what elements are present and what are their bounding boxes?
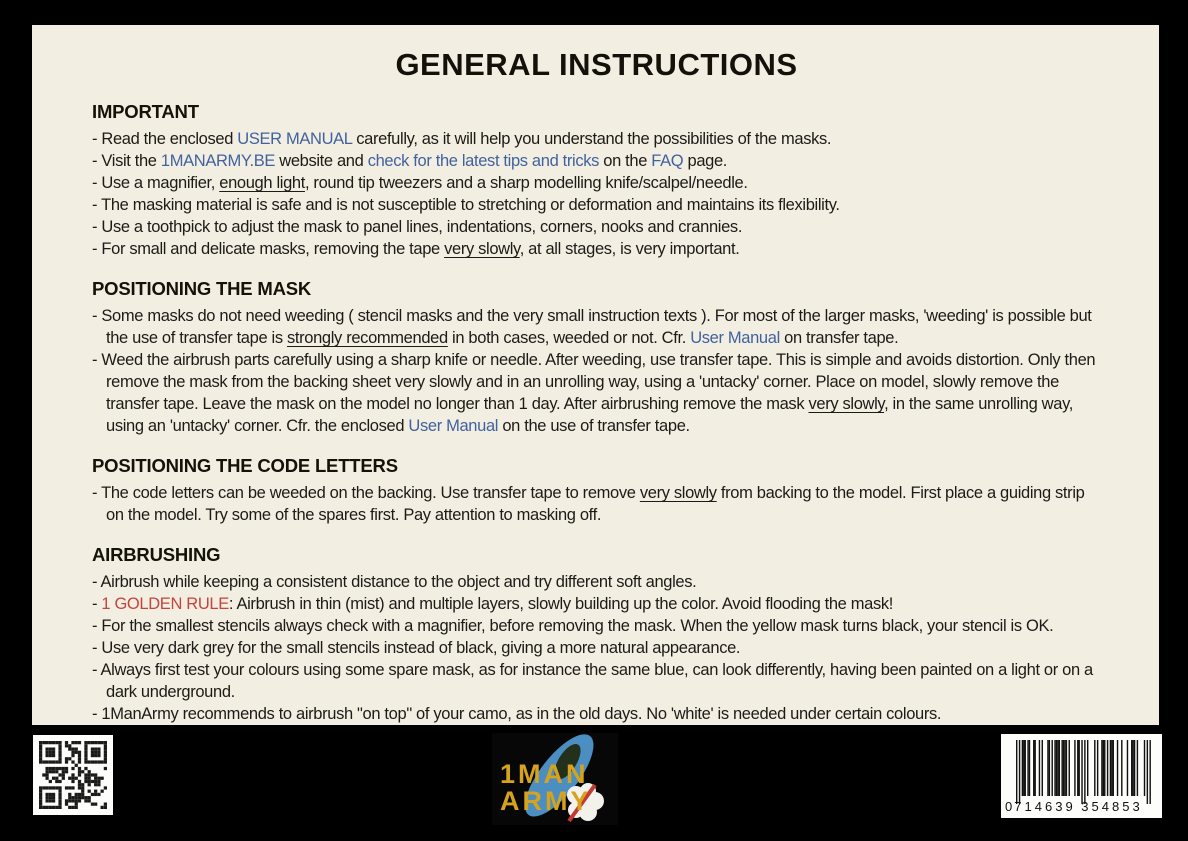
text-segment: Use very dark grey for the small stencils instead of black, giving a more natural appearance.	[101, 639, 741, 657]
text-segment: carefully, as it will help you understand the possibilities of the masks.	[352, 130, 832, 148]
logo-text-line2: ARMY	[500, 786, 592, 816]
barcode	[1001, 734, 1162, 818]
text-segment: Read the enclosed	[101, 130, 238, 148]
section-heading: POSITIONING THE MASK	[92, 278, 312, 299]
barcode-image	[1001, 734, 1162, 818]
text-segment: Visit the	[101, 152, 161, 170]
page-title: GENERAL INSTRUCTIONS	[395, 47, 798, 82]
section-heading: AIRBRUSHING	[92, 544, 221, 565]
bullet-dash: -	[92, 573, 101, 591]
instruction-item	[92, 238, 1101, 260]
brand-logo	[492, 733, 618, 825]
bullet-dash: -	[92, 617, 102, 635]
text-segment: Some masks do not need weeding ( stencil masks and the very small instruction texts ). For most of the larger masks, 'weeding' is possible but the use of transfer tape is	[101, 307, 1092, 347]
logo-text-line1: 1MAN	[500, 759, 589, 789]
text-segment: The masking material is safe and is not susceptible to stretching or deformation and maintains its flexibility.	[101, 196, 840, 214]
bullet-dash: -	[92, 639, 102, 657]
instruction-item	[92, 593, 1101, 615]
instruction-item	[92, 349, 1101, 437]
instruction-item	[92, 216, 1101, 238]
text-segment: 1ManArmy recommends to airbrush "on top" of your camo, as in the old days. No 'white' is needed under certain colours.	[101, 705, 942, 723]
bullet-dash: -	[92, 595, 102, 613]
text-segment: website and	[275, 152, 368, 170]
instruction-item	[92, 703, 1101, 725]
link-text[interactable]: FAQ	[651, 152, 684, 170]
section-positioning-the-code-letters	[92, 455, 1101, 526]
instruction-item	[92, 615, 1101, 637]
text-segment: on transfer tape.	[779, 329, 899, 347]
bullet-dash: -	[92, 174, 102, 192]
section-important	[92, 101, 1101, 260]
svg-text:354853: 354853	[1081, 799, 1143, 814]
text-segment: : Airbrush in thin (mist) and multiple layers, slowly building up the color. Avoid flooding the mask!	[228, 595, 894, 613]
bullet-dash: -	[92, 152, 102, 170]
svg-text:714639: 714639	[1014, 799, 1076, 814]
bullet-dash: -	[92, 240, 102, 258]
text-segment: strongly recommended	[286, 329, 448, 347]
text-segment: from backing to the model. First place a guiding strip on the model. Try some of the spares first. Pay attention to masking off.	[106, 484, 1085, 524]
link-text[interactable]: 1MANARMY.BE	[160, 152, 276, 170]
bullet-dash: -	[92, 351, 102, 369]
text-segment: , in the same unrolling way, using an 'untacky' corner. Cfr. the enclosed	[106, 395, 1073, 435]
link-text[interactable]: check for the latest tips and tricks	[367, 152, 600, 170]
text-segment: The code letters can be weeded on the backing. Use transfer tape to remove	[101, 484, 640, 502]
text-segment: , round tip tweezers and a sharp modelling knife/scalpel/needle.	[304, 174, 748, 192]
instruction-item	[92, 194, 1101, 216]
instruction-item	[92, 172, 1101, 194]
text-segment: page.	[683, 152, 728, 170]
text-segment: , at all stages, is very important.	[519, 240, 740, 258]
text-segment: For small and delicate masks, removing the tape	[101, 240, 445, 258]
bullet-dash: -	[92, 661, 101, 679]
bullet-dash: -	[92, 218, 102, 236]
qr-code	[33, 735, 113, 815]
text-segment: very slowly	[639, 484, 717, 502]
text-segment: Use a magnifier,	[101, 174, 220, 192]
text-segment: enough light	[219, 174, 305, 192]
svg-text:0: 0	[1005, 799, 1013, 814]
section-airbrushing	[92, 544, 1101, 725]
instruction-item	[92, 637, 1101, 659]
text-segment: very slowly	[808, 395, 885, 413]
instruction-item	[92, 150, 1101, 172]
text-segment: Weed the airbrush parts carefully using a sharp knife or needle. After weeding, use transfer tape. This is simple and avoids distortion. Only then remove the mask from the backing sheet very slowly and in an unrolling way, using a 'untacky' corner. Place on model, slowly remove the transfer tape. Leave the mask on the model no longer than 1 day. After airbrushing remove the mask	[101, 351, 1096, 413]
text-segment: Use a toothpick to adjust the mask to panel lines, indentations, corners, nooks and crannies.	[101, 218, 743, 236]
section-heading: IMPORTANT	[92, 101, 199, 122]
bullet-dash: -	[92, 307, 102, 325]
link-text[interactable]: User Manual	[690, 329, 780, 347]
text-segment: Always first test your colours using some spare mask, as for instance the same blue, can look differently, having been painted on a light or on a dark underground.	[100, 661, 1093, 701]
text-segment: Airbrush while keeping a consistent distance to the object and try different soft angles.	[100, 573, 697, 591]
text-segment: very slowly	[444, 240, 520, 258]
text-segment: 1 GOLDEN RULE	[101, 595, 229, 613]
text-segment: on the use of transfer tape.	[498, 417, 690, 435]
instruction-item	[92, 571, 1101, 593]
instruction-item	[92, 659, 1101, 703]
instruction-card	[32, 25, 1159, 725]
bullet-dash: -	[92, 196, 102, 214]
section-heading: POSITIONING THE CODE LETTERS	[92, 455, 398, 476]
link-text[interactable]: USER MANUAL	[237, 130, 353, 148]
text-segment: on the	[599, 152, 652, 170]
instruction-item	[92, 305, 1101, 349]
bullet-dash: -	[92, 705, 102, 723]
qr-code-image	[33, 735, 113, 815]
instruction-item	[92, 128, 1101, 150]
bullet-dash: -	[92, 130, 102, 148]
instruction-item	[92, 482, 1101, 526]
text-segment: For the smallest stencils always check with a magnifier, before removing the mask. When the yellow mask turns black, your stencil is OK.	[101, 617, 1054, 635]
section-positioning-the-mask	[92, 278, 1101, 437]
instruction-sections	[92, 101, 1101, 725]
link-text[interactable]: User Manual	[408, 417, 499, 435]
text-segment: in both cases, weeded or not. Cfr.	[447, 329, 691, 347]
bullet-dash: -	[92, 484, 102, 502]
